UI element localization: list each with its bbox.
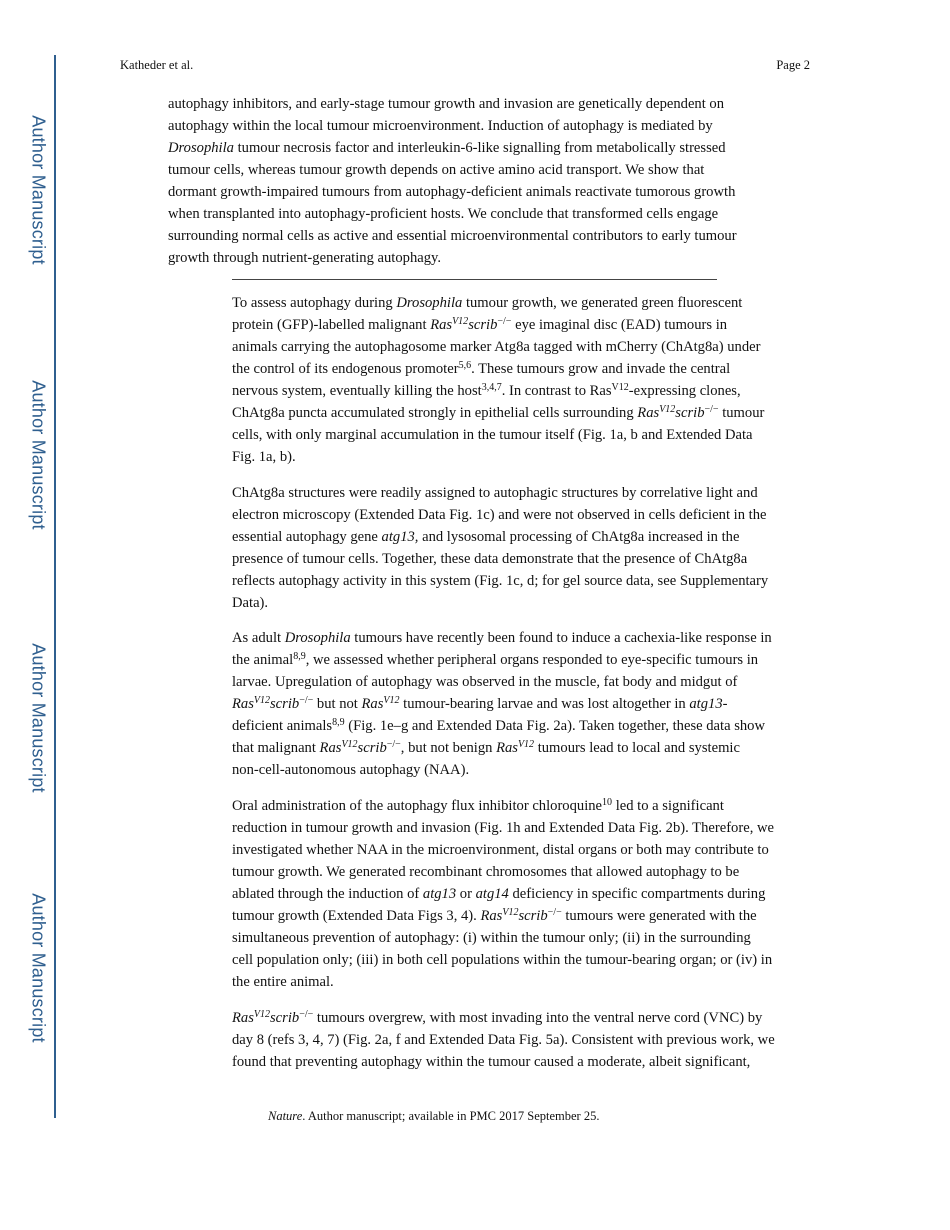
text-run: To assess autophagy during xyxy=(232,295,397,311)
body-paragraph xyxy=(232,795,774,993)
body-paragraph xyxy=(232,1007,775,1073)
abstract-paragraph xyxy=(168,93,737,269)
text-run: , but not benign xyxy=(400,740,497,756)
text-run: -expressing clones, xyxy=(628,383,741,399)
author-manuscript-text: Author Manuscript xyxy=(28,115,49,265)
text-run: Data). xyxy=(232,595,269,611)
text-run: tumours lead to local and systemic xyxy=(534,740,740,756)
superscript: V12 xyxy=(611,382,629,393)
text-line xyxy=(232,905,774,927)
text-run: tumour necrosis factor and interleukin-6-like signalling from metabolically stressed xyxy=(233,140,726,156)
text-run: - xyxy=(722,696,728,712)
text-run: ChAtg8a puncta accumulated strongly in epithelial cells surrounding xyxy=(232,405,638,421)
italic-term: scrib xyxy=(518,908,548,924)
text-line xyxy=(232,817,774,839)
text-line xyxy=(232,570,768,592)
page-number: Page 2 xyxy=(776,58,810,72)
superscript: −/− xyxy=(386,739,401,750)
text-line xyxy=(232,649,772,671)
text-run: deficiency in specific compartments during xyxy=(508,886,766,902)
text-line xyxy=(232,314,764,336)
text-line xyxy=(232,526,768,548)
text-line xyxy=(168,115,737,137)
italic-term: Ras xyxy=(480,908,503,924)
superscript: V12 xyxy=(452,316,469,327)
italic-term: scrib xyxy=(468,317,498,333)
text-run: but not xyxy=(313,696,362,712)
body-paragraph xyxy=(232,292,764,468)
superscript: V12 xyxy=(253,695,270,706)
text-run: tumour-bearing larvae and was lost altogether in xyxy=(399,696,690,712)
italic-term: Ras xyxy=(430,317,453,333)
text-run: investigated whether NAA in the microenvironment, distal organs or both may contribute to xyxy=(232,842,769,858)
text-line xyxy=(168,93,737,115)
text-run: essential autophagy gene xyxy=(232,529,382,545)
text-line xyxy=(232,336,764,358)
text-run: cell population only; (iii) in both cell populations within the tumour-bearing organ; or (iv) in xyxy=(232,952,773,968)
italic-term: atg13 xyxy=(422,886,457,902)
text-run: As adult xyxy=(232,630,285,646)
superscript: V12 xyxy=(517,739,535,750)
text-line xyxy=(232,446,764,468)
body-paragraph xyxy=(232,482,768,614)
running-head-authors: Katheder et al. xyxy=(120,58,194,72)
text-line xyxy=(232,861,774,883)
text-run: , we assessed whether peripheral organs responded to eye-specific tumours in xyxy=(305,652,759,668)
text-run: tumour growth, we generated green fluorescent xyxy=(462,295,743,311)
text-run: deficient animals xyxy=(232,718,333,734)
superscript: −/− xyxy=(299,695,314,706)
text-line xyxy=(232,737,772,759)
italic-term: Drosophila xyxy=(168,140,234,156)
text-run: autophagy inhibitors, and early-stage tumour growth and invasion are genetically dependent on xyxy=(168,96,725,112)
text-line xyxy=(168,225,737,247)
text-run: electron microscopy (Extended Data Fig. 1c) and were not observed in cells deficient in the xyxy=(232,507,767,523)
text-line xyxy=(232,927,774,949)
text-run: (Fig. 1e–g and Extended Data Fig. 2a). Taken together, these data show xyxy=(344,718,766,734)
italic-term: Drosophila xyxy=(396,295,463,311)
text-run: the animal xyxy=(232,652,294,668)
superscript: V12 xyxy=(341,739,358,750)
text-run: tumour cells, whereas tumour growth depends on active amino acid transport. We show that xyxy=(168,162,705,178)
text-run: growth through nutrient-generating autophagy. xyxy=(168,250,442,266)
text-line xyxy=(232,592,768,614)
text-run: led to a significant xyxy=(612,798,724,814)
text-run: simultaneous prevention of autophagy: (i) within the tumour only; (ii) in the surrounding xyxy=(232,930,751,946)
text-run: non-cell-autonomous autophagy (NAA). xyxy=(232,762,470,778)
italic-term: Ras xyxy=(232,1010,254,1026)
section-divider xyxy=(232,279,717,280)
text-run: larvae. Upregulation of autophagy was observed in the muscle, fat body and midgut of xyxy=(232,674,738,690)
superscript: V12 xyxy=(502,907,519,918)
text-run: Oral administration of the autophagy flux inhibitor chloroquine xyxy=(232,798,603,814)
author-manuscript-text: Author Manuscript xyxy=(28,380,49,530)
text-run: cells, with only marginal accumulation in the tumour itself (Fig. 1a, b and Extended Data xyxy=(232,427,753,443)
text-run: tumour growth (Extended Data Figs 3, 4). xyxy=(232,908,481,924)
italic-term: scrib xyxy=(675,405,705,421)
text-run: tumours overgrew, with most invading into the ventral nerve cord (VNC) by xyxy=(313,1010,763,1026)
text-line xyxy=(168,203,737,225)
italic-term: atg14 xyxy=(475,886,509,902)
text-run: . These tumours grow and invade the central xyxy=(471,361,731,377)
author-manuscript-text: Author Manuscript xyxy=(28,893,49,1043)
superscript: V12 xyxy=(253,1009,270,1020)
text-run: reflects autophagy activity in this system (Fig. 1c, d; for gel source data, see Supplementary xyxy=(232,573,769,589)
superscript: 8,9 xyxy=(332,717,345,728)
italic-term: Ras xyxy=(319,740,342,756)
text-line xyxy=(232,839,774,861)
italic-term: scrib xyxy=(357,740,387,756)
superscript: −/− xyxy=(299,1009,314,1020)
text-line xyxy=(232,627,772,649)
text-run: and lysosomal processing of ChAtg8a increased in the xyxy=(418,529,740,545)
italic-term: Ras xyxy=(361,696,384,712)
italic-term: Drosophila xyxy=(284,630,351,646)
author-manuscript-text: Author Manuscript xyxy=(28,643,49,793)
text-line xyxy=(232,1007,775,1029)
text-run: ablated through the induction of xyxy=(232,886,423,902)
text-line xyxy=(232,949,774,971)
superscript: −/− xyxy=(497,316,512,327)
text-line xyxy=(232,548,768,570)
text-run: tumour xyxy=(718,405,765,421)
text-run: or xyxy=(456,886,476,902)
text-line xyxy=(232,1029,775,1051)
text-run: the control of its endogenous promoter xyxy=(232,361,459,377)
text-run: tumour growth. We generated recombinant chromosomes that allowed autophagy to be xyxy=(232,864,740,880)
italic-term: Ras xyxy=(496,740,518,756)
text-run: dormant growth-impaired tumours from autophagy-deficient animals reactivate tumorous growth xyxy=(168,184,736,200)
text-line xyxy=(232,358,764,380)
text-run: tumours were generated with the xyxy=(561,908,757,924)
text-run: ChAtg8a structures were readily assigned to autophagic structures by correlative light and xyxy=(232,485,758,501)
text-line xyxy=(232,1051,775,1073)
text-run: presence of tumour cells. Together, these data demonstrate that the presence of ChAtg8a xyxy=(232,551,748,567)
text-line xyxy=(232,292,764,314)
text-run: found that preventing autophagy within the tumour caused a moderate, albeit significant, xyxy=(232,1054,751,1070)
text-line xyxy=(232,795,774,817)
text-run: day 8 (refs 3, 4, 7) (Fig. 2a, f and Extended Data Fig. 5a). Consistent with previous work, we xyxy=(232,1032,775,1048)
text-run: animals carrying the autophagosome marker Atg8a tagged with mCherry (ChAtg8a) under xyxy=(232,339,761,355)
text-line xyxy=(232,402,764,424)
superscript: −/− xyxy=(547,907,562,918)
text-line xyxy=(232,482,768,504)
text-line xyxy=(232,504,768,526)
text-run: reduction in tumour growth and invasion (Fig. 1h and Extended Data Fig. 2b). Therefore, we xyxy=(232,820,775,836)
text-run: tumours have recently been found to induce a cachexia-like response in xyxy=(350,630,772,646)
superscript: 3,4,7 xyxy=(481,382,502,393)
text-run: when transplanted into autophagy-proficient hosts. We conclude that transformed cells engage xyxy=(168,206,719,222)
text-run: autophagy within the local tumour microenvironment. Induction of autophagy is mediated by xyxy=(168,118,713,134)
text-run: nervous system, eventually killing the host xyxy=(232,383,482,399)
superscript: −/− xyxy=(704,404,719,415)
citation-footer xyxy=(268,1109,599,1124)
superscript: V12 xyxy=(659,404,676,415)
superscript: 8,9 xyxy=(293,651,306,662)
text-line xyxy=(168,159,737,181)
italic-term: Ras xyxy=(232,696,254,712)
text-line xyxy=(168,181,737,203)
text-run: Fig. 1a, b). xyxy=(232,449,296,465)
text-line xyxy=(232,424,764,446)
text-line xyxy=(168,247,737,269)
text-line xyxy=(232,971,774,993)
text-line xyxy=(232,883,774,905)
superscript: 10 xyxy=(602,797,613,808)
superscript: V12 xyxy=(383,695,400,706)
text-run: protein (GFP)-labelled malignant xyxy=(232,317,431,333)
text-run: that malignant xyxy=(232,740,320,756)
italic-term: scrib xyxy=(270,1010,300,1026)
journal-name: Nature xyxy=(268,1109,303,1123)
body-paragraph xyxy=(232,627,772,781)
text-run: surrounding normal cells as active and essential microenvironmental contributors to early tumour xyxy=(168,228,737,244)
italic-term: atg13, xyxy=(381,529,419,545)
text-line xyxy=(232,671,772,693)
superscript: 5,6 xyxy=(458,360,472,371)
text-line xyxy=(232,759,772,781)
text-line xyxy=(232,693,772,715)
italic-term: scrib xyxy=(270,696,300,712)
text-line xyxy=(232,380,764,402)
text-run: the entire animal. xyxy=(232,974,334,990)
margin-rule xyxy=(54,55,56,1118)
text-run: . In contrast to Ras xyxy=(501,383,612,399)
text-line xyxy=(168,137,737,159)
italic-term: atg13 xyxy=(689,696,723,712)
text-run: eye imaginal disc (EAD) tumours in xyxy=(511,317,728,333)
citation-text: . Author manuscript; available in PMC 2017 September 25. xyxy=(302,1109,600,1123)
italic-term: Ras xyxy=(637,405,660,421)
text-line xyxy=(232,715,772,737)
